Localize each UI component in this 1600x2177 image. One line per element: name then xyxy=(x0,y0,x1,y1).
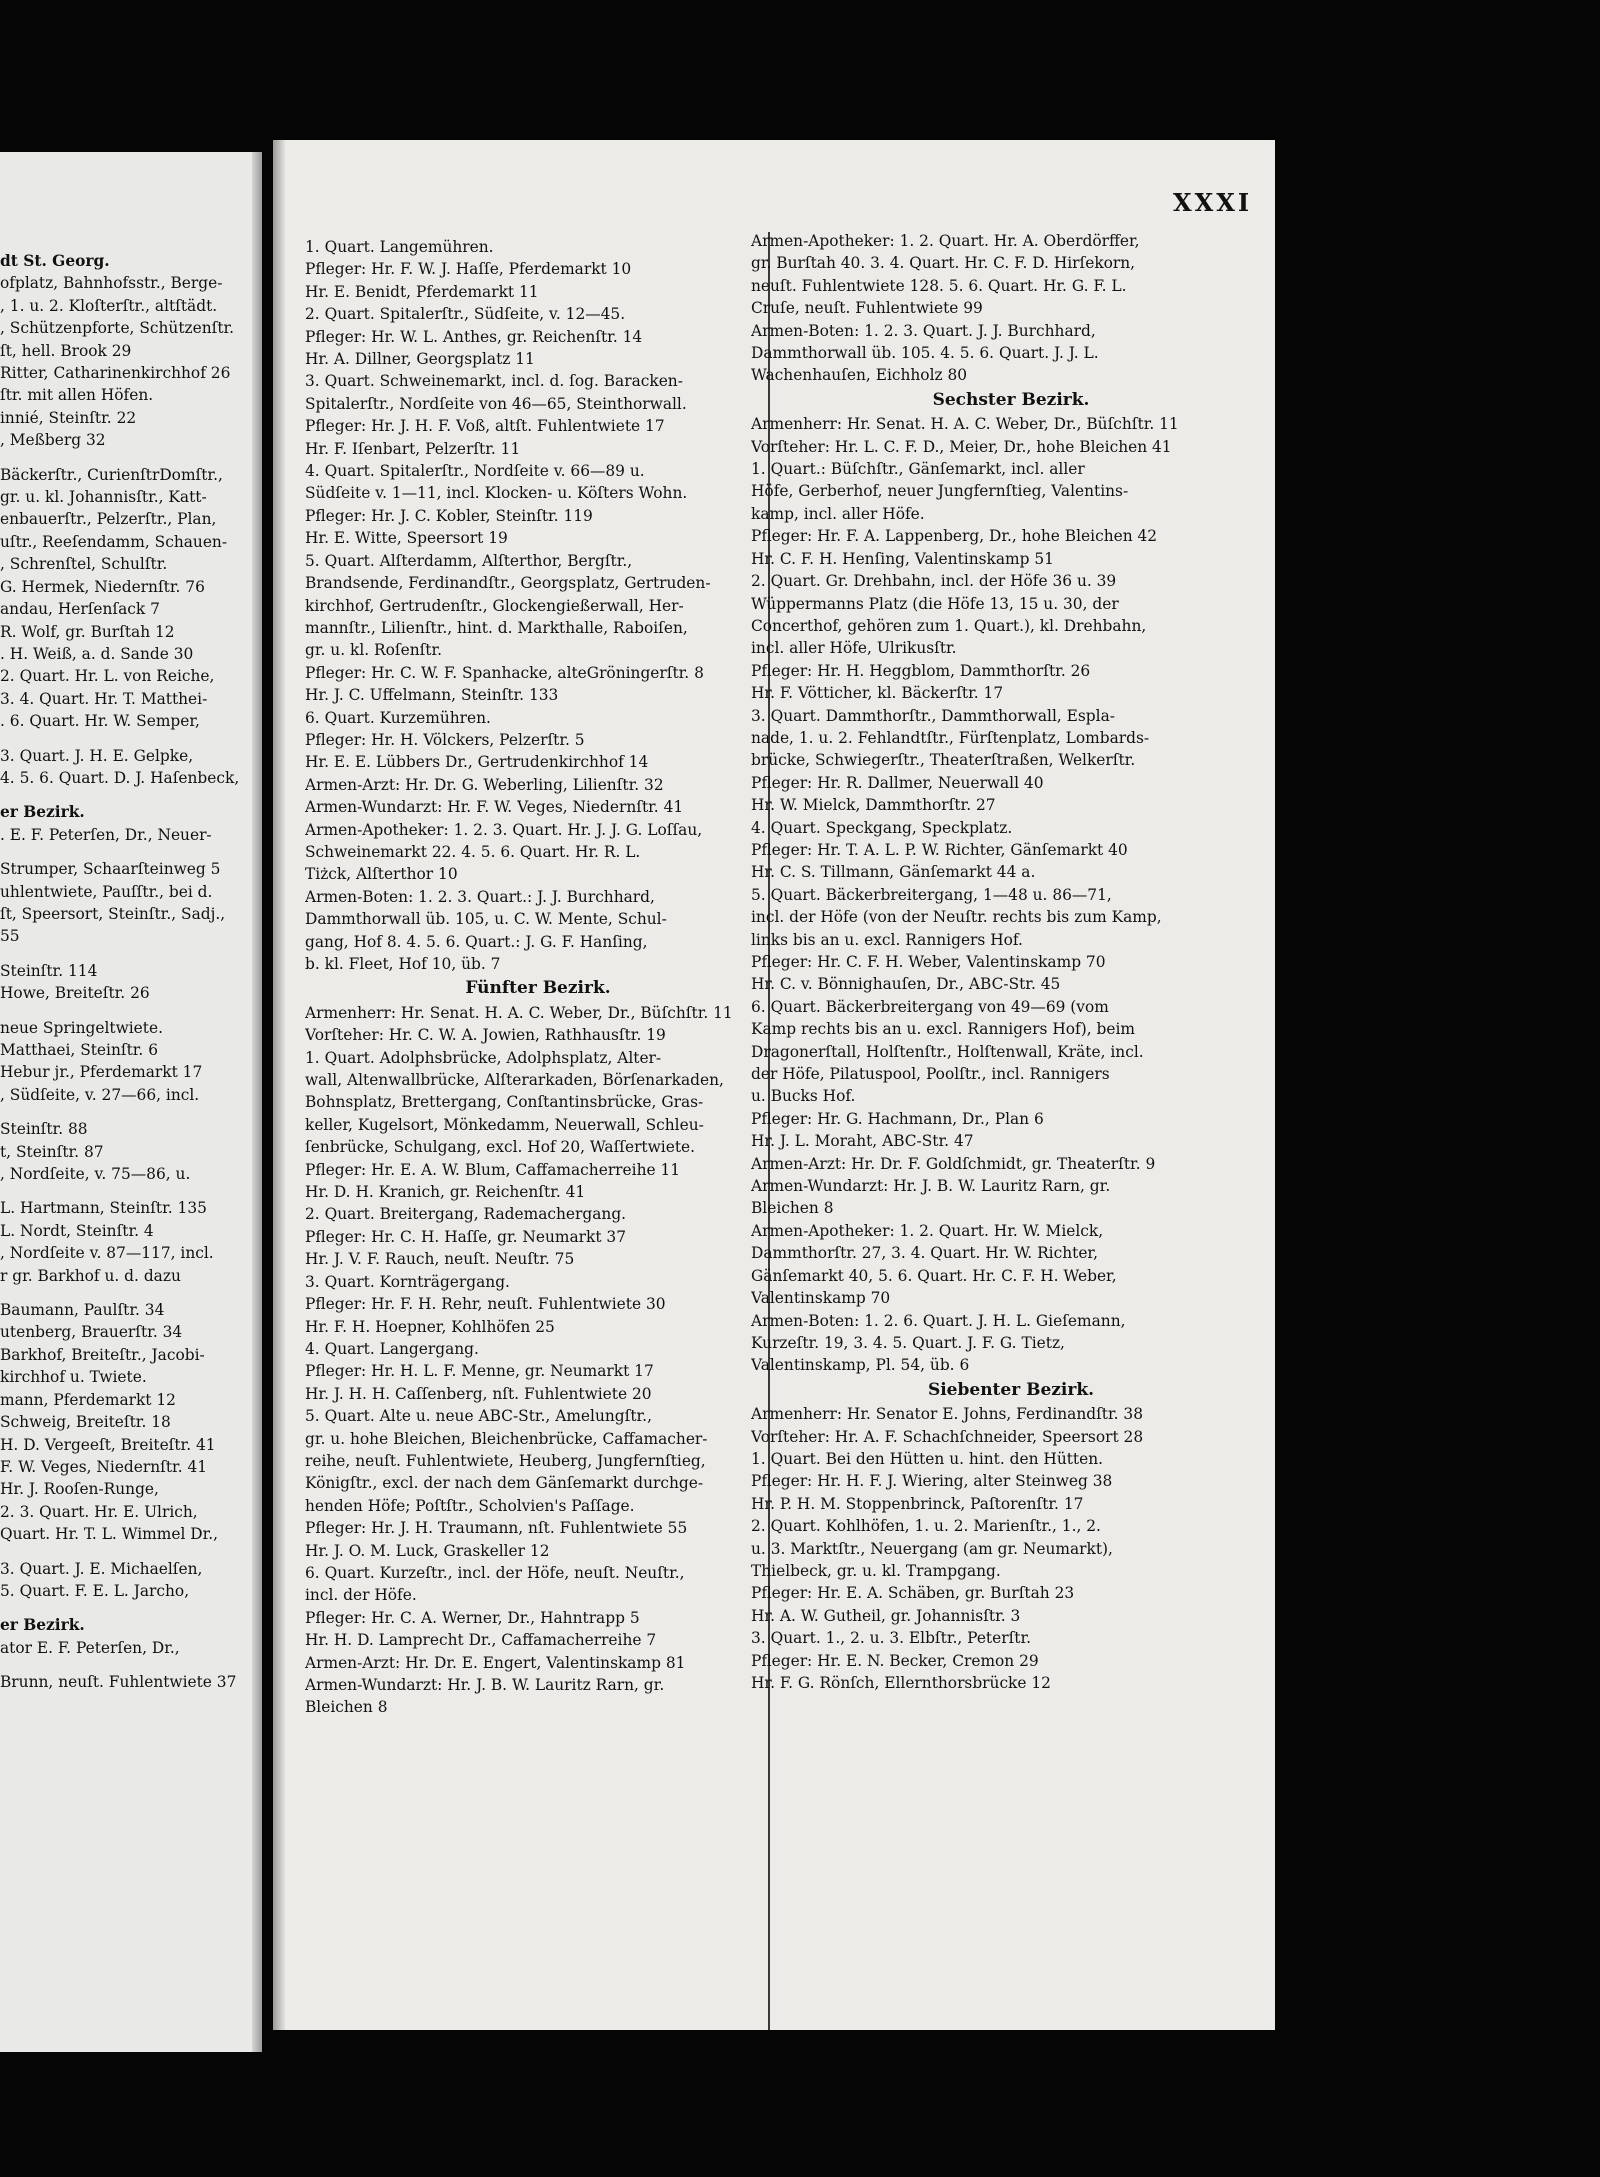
text-line: Armenherr: Hr. Senat. H. A. C. Weber, Dr., Büſchſtr. 11 xyxy=(751,415,1179,434)
text-line: Armen-Apotheker: 1. 2. Quart. Hr. A. Oberdörffer, xyxy=(751,232,1140,250)
text-line: mann, Pferdemarkt 12 xyxy=(0,1390,176,1409)
text-line: Pfleger: Hr. H. L. F. Menne, gr. Neumarkt 17 xyxy=(305,1362,654,1381)
text-line: ofplatz, Bahnhofsstr., Berge- xyxy=(0,274,223,293)
right-page xyxy=(273,140,1275,2030)
line-gap xyxy=(0,1602,254,1614)
text-line: Hr. C. S. Tillmann, Gänſemarkt 44 a. xyxy=(751,863,1036,882)
text-line: Pfleger: Hr. F. A. Lappenberg, Dr., hohe Bleichen 42 xyxy=(751,527,1158,546)
text-line: Pfleger: Hr. J. H. Traumann, nſt. Fuhlentwiete 55 xyxy=(305,1519,688,1538)
text-line: enbauerſtr., Pelzerſtr., Plan, xyxy=(0,510,217,529)
text-line: Baumann, Paulſtr. 34 xyxy=(0,1301,165,1320)
text-line: 2. Quart. Spitalerſtr., Südſeite, v. 12—45. xyxy=(305,305,626,324)
text-line: L. Nordt, Steinſtr. 4 xyxy=(0,1221,154,1240)
text-line: Howe, Breiteſtr. 26 xyxy=(0,984,150,1003)
text-line: 3. Quart. Dammthorſtr., Dammthorwall, Espla- xyxy=(751,706,1115,725)
text-line: 5. Quart. Alte u. neue ABC-Str., Amelungſtr., xyxy=(305,1407,652,1426)
text-line: 6. Quart. Kurzeſtr., incl. der Höfe, neuſt. Neuſtr., xyxy=(305,1563,685,1582)
text-line: Pfleger: Hr. F. H. Rehr, neuſt. Fuhlentwiete 30 xyxy=(305,1295,666,1314)
text-line: Pfleger: Hr. W. L. Anthes, gr. Reichenſtr. 14 xyxy=(305,327,643,346)
text-line: Armen-Arzt: Hr. Dr. E. Engert, Valentinskamp 81 xyxy=(305,1653,686,1672)
text-line: r gr. Barkhof u. d. dazu xyxy=(0,1266,181,1285)
text-line: Pfleger: Hr. H. F. J. Wiering, alter Steinweg 38 xyxy=(751,1472,1113,1491)
text-line: 2. Quart. Hr. L. von Reiche, xyxy=(0,667,215,686)
text-line: Hr. F. Iſenbart, Pelzerſtr. 11 xyxy=(305,439,521,458)
text-line: henden Höfe; Poſtſtr., Scholvien's Paſſage. xyxy=(305,1496,635,1515)
text-line: Vorſteher: Hr. C. W. A. Jowien, Rathhausſtr. 19 xyxy=(305,1026,666,1045)
text-line: er Bezirk. xyxy=(0,1616,85,1635)
text-line: wall, Altenwallbrücke, Alſterarkaden, Börſenarkaden, xyxy=(305,1071,724,1090)
text-line: 5. Quart. Bäckerbreitergang, 1—48 u. 86—71, xyxy=(751,885,1112,904)
text-line: Concerthof, gehören zum 1. Quart.), kl. Drehbahn, xyxy=(751,616,1147,635)
section-heading: Siebenter Bezirk. xyxy=(927,1379,1095,1400)
text-line: R. Wolf, gr. Burſtah 12 xyxy=(0,622,175,641)
text-line: 2. Quart. Gr. Drehbahn, incl. der Höfe 36 u. 39 xyxy=(751,572,1117,591)
text-line: kirchhof, Gertrudenſtr., Glockengießerwall, Her- xyxy=(305,596,684,615)
text-line: 4. 5. 6. Quart. D. J. Haſenbeck, xyxy=(0,768,240,787)
text-line: 5. Quart. Alſterdamm, Alſterthor, Bergſtr., xyxy=(305,551,633,570)
text-line: Valentinskamp, Pl. 54, üb. 6 xyxy=(751,1356,970,1375)
text-line: Dragonerſtall, Holſtenſtr., Holſtenwall, Kräte, incl. xyxy=(751,1042,1144,1061)
text-line: Armen-Apotheker: 1. 2. Quart. Hr. W. Mielck, xyxy=(751,1221,1104,1240)
text-line: Bäckerſtr., CurienſtrDomſtr., xyxy=(0,465,223,484)
left-page-fragment xyxy=(0,152,262,2052)
text-line: 2. 3. Quart. Hr. E. Ulrich, xyxy=(0,1502,198,1521)
text-line: Südſeite v. 1—11, incl. Klocken- u. Köſters Wohn. xyxy=(305,484,688,503)
text-line: Dammthorwall üb. 105, u. C. W. Mente, Schul- xyxy=(305,910,667,929)
text-line: Hr. E. Witte, Speersort 19 xyxy=(305,529,508,548)
text-line: , Schützenpforte, Schützenſtr. xyxy=(0,319,235,338)
text-line: Hr. J. C. Uffelmann, Steinſtr. 133 xyxy=(305,686,559,705)
text-line: dt St. Georg. xyxy=(0,252,110,270)
text-line: . E. F. Peterſen, Dr., Neuer- xyxy=(0,825,212,844)
text-line: Strumper, Schaarſteinweg 5 xyxy=(0,860,221,879)
text-line: Barkhof, Breiteſtr., Jacobi- xyxy=(0,1345,205,1364)
text-line: Gänſemarkt 40, 5. 6. Quart. Hr. C. F. H. Weber, xyxy=(751,1266,1117,1285)
text-line: 3. Quart. Kornträgergang. xyxy=(305,1272,510,1291)
text-line: gr. u. kl. Johannisſtr., Katt- xyxy=(0,488,207,507)
text-line: Wüppermanns Platz (die Höfe 13, 15 u. 30, der xyxy=(751,594,1119,613)
gutter-shadow-right xyxy=(273,140,285,2030)
text-line: kirchhof u. Twiete. xyxy=(0,1368,147,1387)
text-line: neuſt. Fuhlentwiete 128. 5. 6. Quart. Hr. G. F. L. xyxy=(751,276,1127,295)
text-line: ſtr. mit allen Höfen. xyxy=(0,386,154,405)
text-line: , 1. u. 2. Kloſterſtr., altſtädt. xyxy=(0,296,218,315)
text-line: Pfleger: Hr. J. C. Kobler, Steinſtr. 119 xyxy=(305,506,593,525)
text-line: Hr. A. W. Gutheil, gr. Johannisſtr. 3 xyxy=(751,1606,1021,1625)
text-line: Armen-Apotheker: 1. 2. 3. Quart. Hr. J. J. G. Loſſau, xyxy=(305,820,703,839)
text-line: Hr. J. V. F. Rauch, neuſt. Neuſtr. 75 xyxy=(305,1250,575,1269)
text-line: Thielbeck, gr. u. kl. Trampgang. xyxy=(751,1561,1001,1580)
text-line: 3. Quart. 1., 2. u. 3. Elbſtr., Peterſtr. xyxy=(751,1629,1032,1648)
text-line: 1. Quart. Langemühren. xyxy=(305,238,494,256)
text-line: ſt, Speersort, Steinſtr., Sadj., xyxy=(0,904,226,923)
text-line: Hr. A. Dillner, Georgsplatz 11 xyxy=(305,350,535,369)
line-gap xyxy=(0,1287,254,1299)
text-line: . 6. Quart. Hr. W. Semper, xyxy=(0,712,200,731)
text-line: Hr. J. L. Moraht, ABC-Str. 47 xyxy=(751,1132,974,1151)
text-line: , Nordſeite v. 87—117, incl. xyxy=(0,1244,214,1263)
text-line: Steinſtr. 114 xyxy=(0,961,98,980)
text-line: Armen-Boten: 1. 2. 3. Quart.: J. J. Burchhard, xyxy=(305,887,655,906)
text-line: incl. der Höfe (von der Neuſtr. rechts bis zum Kamp, xyxy=(751,908,1162,927)
text-line: F. W. Veges, Niedernſtr. 41 xyxy=(0,1457,208,1476)
text-line: Pfleger: Hr. T. A. L. P. W. Richter, Gänſemarkt 40 xyxy=(751,840,1128,859)
text-line: Armen-Arzt: Hr. Dr. F. Goldſchmidt, gr. Theaterſtr. 9 xyxy=(751,1154,1156,1173)
text-line: Hr. H. D. Lamprecht Dr., Caffamacherreihe 7 xyxy=(305,1631,657,1650)
line-gap xyxy=(0,1546,254,1558)
text-line: Dammthorwall üb. 105. 4. 5. 6. Quart. J. J. L. xyxy=(751,344,1099,363)
text-line: uhlentwiete, Pauſſtr., bei d. xyxy=(0,882,213,901)
text-line: Quart. Hr. T. L. Wimmel Dr., xyxy=(0,1525,219,1544)
text-line: Hr. F. G. Rönſch, Ellernthorsbrücke 12 xyxy=(751,1674,1051,1692)
text-line: Schweinemarkt 22. 4. 5. 6. Quart. Hr. R. L. xyxy=(305,842,641,861)
text-line: Hr. F. Vötticher, kl. Bäckerſtr. 17 xyxy=(751,684,1004,703)
text-line: Bleichen 8 xyxy=(751,1199,834,1218)
text-line: Armenherr: Hr. Senator E. Johns, Ferdinandſtr. 38 xyxy=(751,1405,1144,1424)
line-gap xyxy=(0,846,254,858)
text-line: , Meßberg 32 xyxy=(0,431,106,450)
text-line: 2. Quart. Kohlhöfen, 1. u. 2. Marienſtr., 1., 2. xyxy=(751,1517,1101,1536)
line-gap xyxy=(0,1005,254,1017)
text-line: Pfleger: Hr. C. A. Werner, Dr., Hahntrapp 5 xyxy=(305,1608,640,1627)
text-line: Hr. J. H. H. Caſſenberg, nſt. Fuhlentwiete 20 xyxy=(305,1384,652,1403)
text-line: 4. Quart. Spitalerſtr., Nordſeite v. 66—89 u. xyxy=(305,462,645,481)
text-line: t, Steinſtr. 87 xyxy=(0,1142,104,1161)
text-line: Hr. J. Rooſen-Runge, xyxy=(0,1480,159,1499)
text-line: Matthaei, Steinſtr. 6 xyxy=(0,1041,159,1059)
text-line: Pfleger: Hr. G. Hachmann, Dr., Plan 6 xyxy=(751,1109,1044,1128)
text-line: Hr. D. H. Kranich, gr. Reichenſtr. 41 xyxy=(305,1183,586,1202)
text-line: Höfe, Gerberhof, neuer Jungfernſtieg, Valentins- xyxy=(751,482,1129,501)
text-line: Hr. J. O. M. Luck, Graskeller 12 xyxy=(305,1541,550,1560)
text-line: 6. Quart. Kurzemühren. xyxy=(305,708,491,727)
text-line: Armen-Wundarzt: Hr. F. W. Veges, Niedernſtr. 41 xyxy=(305,798,684,817)
line-gap xyxy=(0,789,254,801)
text-line: 4. Quart. Speckgang, Speckplatz. xyxy=(751,818,1013,837)
text-line: 55 xyxy=(0,927,20,946)
text-line: 1. Quart.: Büſchſtr., Gänſemarkt, incl. aller xyxy=(751,460,1085,479)
text-line: u. Bucks Hof. xyxy=(751,1087,856,1106)
text-line: Valentinskamp 70 xyxy=(751,1289,891,1308)
text-line: Armen-Wundarzt: Hr. J. B. W. Lauritz Rarn, gr. xyxy=(305,1676,665,1694)
text-line: Pfleger: Hr. E. A. W. Blum, Caffamacherreihe 11 xyxy=(305,1160,681,1179)
text-line: , Schrenſtel, Schulſtr. xyxy=(0,555,168,574)
text-line: Dammthorſtr. 27, 3. 4. Quart. Hr. W. Richter, xyxy=(751,1244,1098,1263)
text-line: Hr. E. Benidt, Pferdemarkt 11 xyxy=(305,282,539,301)
text-line: Bohnsplatz, Brettergang, Conſtantinsbrücke, Gras- xyxy=(305,1093,704,1112)
text-line: 3. Quart. Schweinemarkt, incl. d. ſog. Baracken- xyxy=(305,372,683,391)
text-line: Königſtr., excl. der nach dem Gänſemarkt durchge- xyxy=(305,1474,704,1493)
text-line: Armen-Wundarzt: Hr. J. B. W. Lauritz Rarn, gr. xyxy=(751,1177,1111,1196)
text-line: 4. Quart. Langergang. xyxy=(305,1339,479,1358)
text-line: Vorſteher: Hr. L. C. F. D., Meier, Dr., hohe Bleichen 41 xyxy=(751,437,1172,456)
text-line: gr. u. hohe Bleichen, Bleichenbrücke, Caffamacher- xyxy=(305,1429,708,1448)
text-line: reihe, neuſt. Fuhlentwiete, Heuberg, Jungfernſtieg, xyxy=(305,1451,706,1470)
text-line: Pfleger: Hr. H. Heggblom, Dammthorſtr. 26 xyxy=(751,661,1091,680)
text-line: brücke, Schwiegerſtr., Theaterſtraßen, Welkerſtr. xyxy=(751,751,1136,770)
text-line: Kamp rechts bis an u. excl. Rannigers Hof), beim xyxy=(751,1020,1135,1039)
text-line: Armenherr: Hr. Senat. H. A. C. Weber, Dr., Büſchſtr. 11 xyxy=(305,1003,733,1022)
text-line: Brunn, neuſt. Fuhlentwiete 37 xyxy=(0,1673,237,1692)
text-line: H. D. Vergeeſt, Breiteſtr. 41 xyxy=(0,1435,216,1454)
text-line: gang, Hof 8. 4. 5. 6. Quart.: J. G. F. Hanſing, xyxy=(305,932,648,951)
text-line: Pfleger: Hr. J. H. F. Voß, altſt. Fuhlentwiete 17 xyxy=(305,417,665,436)
text-line: Hr. C. v. Bönnighauſen, Dr., ABC-Str. 45 xyxy=(751,975,1061,994)
text-line: er Bezirk. xyxy=(0,803,85,822)
line-gap xyxy=(0,1185,254,1197)
text-line: , Südſeite, v. 27—66, incl. xyxy=(0,1085,200,1104)
text-line: 1. Quart. Bei den Hütten u. hint. den Hütten. xyxy=(751,1449,1104,1468)
text-line: uſtr., Reeſendamm, Schauen- xyxy=(0,532,228,551)
text-line: ſenbrücke, Schulgang, excl. Hof 20, Waſſertwiete. xyxy=(305,1138,696,1157)
line-gap xyxy=(0,1659,254,1671)
text-line: Brandsende, Ferdinandſtr., Georgsplatz, Gertruden- xyxy=(305,574,711,593)
text-line: incl. aller Höfe, Ulrikusſtr. xyxy=(751,639,957,658)
text-line: der Höfe, Pilatuspool, Poolſtr., incl. Rannigers xyxy=(751,1065,1110,1084)
text-line: Armen-Arzt: Hr. Dr. G. Weberling, Lilienſtr. 32 xyxy=(305,775,664,794)
text-line: Pfleger: Hr. R. Dallmer, Neuerwall 40 xyxy=(751,773,1044,792)
text-line: Steinſtr. 88 xyxy=(0,1120,88,1139)
text-line: Kurzeſtr. 19, 3. 4. 5. Quart. J. F. G. Tietz, xyxy=(751,1333,1065,1352)
text-line: incl. der Höfe. xyxy=(305,1586,417,1605)
text-line: Schweig, Breiteſtr. 18 xyxy=(0,1413,171,1432)
text-line: Pfleger: Hr. F. W. J. Haſſe, Pferdemarkt 10 xyxy=(305,260,632,279)
text-line: Pfleger: Hr. E. N. Becker, Cremon 29 xyxy=(751,1651,1039,1670)
text-line: gr. u. kl. Roſenſtr. xyxy=(305,641,443,660)
text-line: Pfleger: Hr. C. H. Haſſe, gr. Neumarkt 37 xyxy=(305,1227,626,1246)
text-line: L. Hartmann, Steinſtr. 135 xyxy=(0,1199,207,1218)
text-line: , Nordſeite, v. 75—86, u. xyxy=(0,1165,191,1184)
text-line: innié, Steinſtr. 22 xyxy=(0,408,137,427)
text-line: gr. Burſtah 40. 3. 4. Quart. Hr. C. F. D. Hirſekorn, xyxy=(751,254,1136,273)
text-line: 3. Quart. J. E. Michaelſen, xyxy=(0,1559,203,1578)
text-line: u. 3. Marktſtr., Neuergang (am gr. Neumarkt), xyxy=(751,1539,1113,1558)
left-page-text-column xyxy=(0,250,254,1694)
text-line: utenberg, Brauerſtr. 34 xyxy=(0,1323,183,1342)
text-line: Pfleger: Hr. C. F. H. Weber, Valentinskamp 70 xyxy=(751,953,1106,971)
line-gap xyxy=(0,733,254,745)
text-line: Wachenhauſen, Eichholz 80 xyxy=(751,366,968,385)
text-line: Pfleger: Hr. C. W. F. Spanhacke, alteGröningerſtr. 8 xyxy=(305,663,704,682)
line-gap xyxy=(0,452,254,464)
text-line: 1. Quart. Adolphsbrücke, Adolphsplatz, Alter- xyxy=(305,1048,662,1067)
text-line: mannſtr., Lilienſtr., hint. d. Markthalle, Raboiſen, xyxy=(305,618,688,637)
text-line: b. kl. Fleet, Hof 10, üb. 7 xyxy=(305,955,501,973)
text-line: Hr. P. H. M. Stoppenbrinck, Paſtorenſtr. 17 xyxy=(751,1494,1084,1513)
text-line: ſt, hell. Brook 29 xyxy=(0,341,132,360)
text-line: Armen-Boten: 1. 2. 3. Quart. J. J. Burchhard, xyxy=(751,321,1096,340)
text-line: kamp, incl. aller Höfe. xyxy=(751,504,925,523)
text-line: ator E. F. Peterſen, Dr., xyxy=(0,1638,180,1657)
page-number: XXXI xyxy=(1173,188,1253,217)
text-line: Hr. C. F. H. Henſing, Valentinskamp 51 xyxy=(751,549,1054,568)
text-line: Hr. W. Mielck, Dammthorſtr. 27 xyxy=(751,796,996,815)
text-line: Pfleger: Hr. H. Völckers, Pelzerſtr. 5 xyxy=(305,730,585,749)
text-line: Pfleger: Hr. E. A. Schäben, gr. Burſtah 23 xyxy=(751,1584,1075,1603)
text-line: Ritter, Catharinenkirchhof 26 xyxy=(0,364,231,383)
section-heading: Sechster Bezirk. xyxy=(932,389,1090,410)
text-line: Hr. E. E. Lübbers Dr., Gertrudenkirchhof 14 xyxy=(305,753,649,772)
text-line: Hebur jr., Pferdemarkt 17 xyxy=(0,1063,203,1082)
text-line: Cruſe, neuſt. Fuhlentwiete 99 xyxy=(751,299,983,318)
text-line: . H. Weiß, a. d. Sande 30 xyxy=(0,644,194,663)
text-line: 2. Quart. Breitergang, Rademachergang. xyxy=(305,1205,627,1224)
text-line: Vorſteher: Hr. A. F. Schachſchneider, Speersort 28 xyxy=(751,1427,1144,1446)
text-line: Armen-Boten: 1. 2. 6. Quart. J. H. L. Gieſemann, xyxy=(751,1311,1126,1330)
line-gap xyxy=(0,1106,254,1118)
text-line: links bis an u. excl. Rannigers Hof. xyxy=(751,930,1023,949)
text-line: keller, Kugelsort, Mönkedamm, Neuerwall, Schleu- xyxy=(305,1115,704,1134)
text-line: 5. Quart. F. E. L. Jarcho, xyxy=(0,1581,190,1600)
text-line: Bleichen 8 xyxy=(305,1698,388,1717)
middle-text-column xyxy=(305,236,771,1719)
text-line: Spitalerſtr., Nordſeite von 46—65, Steinthorwall. xyxy=(305,394,687,413)
text-line: 3. Quart. J. H. E. Gelpke, xyxy=(0,746,194,765)
text-line: neue Springeltwiete. xyxy=(0,1018,163,1037)
text-line: 3. 4. Quart. Hr. T. Matthei- xyxy=(0,689,208,708)
text-line: G. Hermek, Niedernſtr. 76 xyxy=(0,577,205,596)
line-gap xyxy=(0,948,254,960)
text-line: 6. Quart. Bäckerbreitergang von 49—69 (vom xyxy=(751,997,1109,1016)
right-text-column xyxy=(751,230,1271,1694)
text-line: Hr. F. H. Hoepner, Kohlhöfen 25 xyxy=(305,1317,555,1336)
section-heading: Fünfter Bezirk. xyxy=(465,978,611,999)
text-line: nade, 1. u. 2. Fehlandtſtr., Fürſtenplatz, Lombards- xyxy=(751,728,1150,747)
text-line: Tiżck, Alſterthor 10 xyxy=(305,865,458,884)
text-line: andau, Herſenſack 7 xyxy=(0,600,160,619)
